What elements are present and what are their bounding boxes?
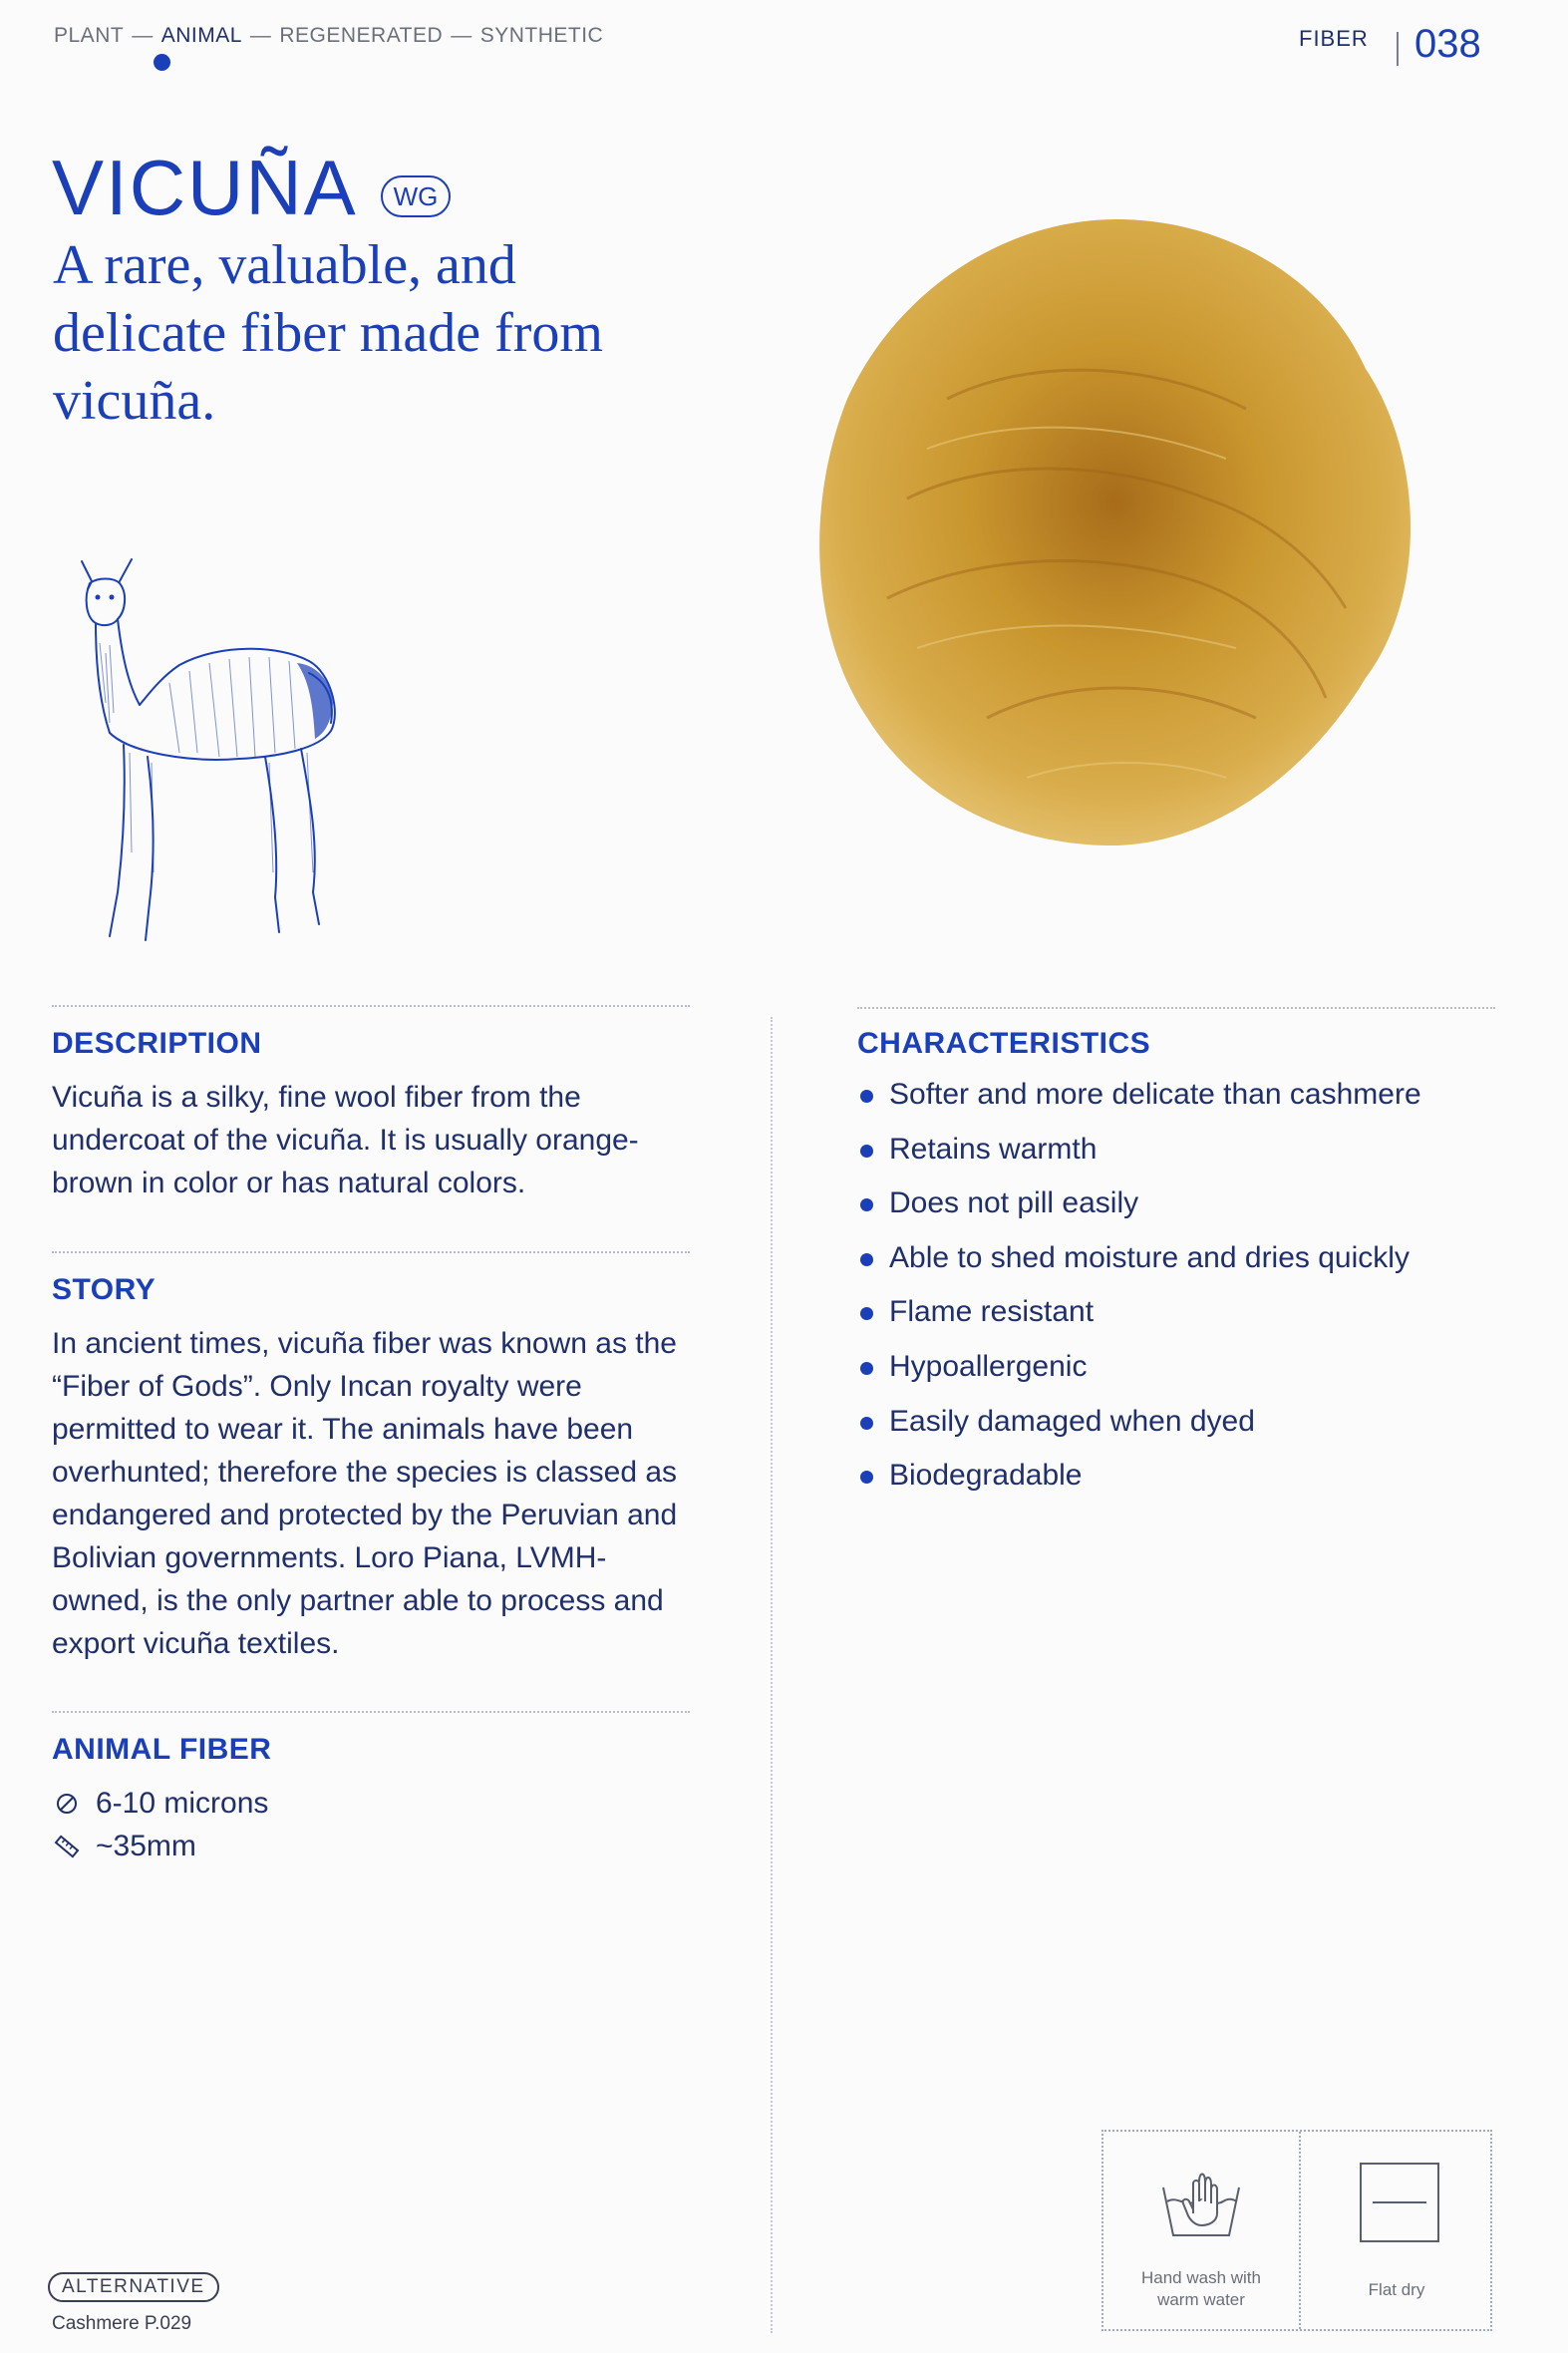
hand-wash-label-line1: Hand wash with	[1140, 2268, 1261, 2287]
active-category-dot-icon	[154, 54, 170, 71]
list-item: Softer and more delicate than cashmere	[857, 1077, 1421, 1113]
divider-top-left	[52, 1005, 690, 1007]
list-item: Easily damaged when dyed	[857, 1404, 1421, 1440]
hand-wash-label-line2: warm water	[1157, 2290, 1245, 2309]
wg-badge: WG	[381, 175, 451, 217]
column-divider	[771, 1017, 773, 2333]
ruler-icon	[52, 1832, 82, 1861]
category-nav	[54, 24, 603, 48]
description-text: Vicuña is a silky, fine wool fiber from the undercoat of the vicuña. It is usually orange-brown in color or has natural colors.	[52, 1081, 639, 1199]
vicuna-fiber-photo-icon	[787, 199, 1445, 877]
fiber-length-value: ~35mm	[96, 1830, 196, 1862]
fiber-length	[52, 1830, 196, 1863]
page-title: VICUÑA	[52, 144, 358, 231]
story-text: In ancient times, vicuña fiber was known as the “Fiber of Gods”. Only Incan royalty were permitted to wear it. The animals have been overhunted; therefore the species is classed as endangered and protected by the Peruvian and Bolivian governments. Loro Piana, LVMH-owned, is the only partner able to process and export vicuña textiles.	[52, 1327, 678, 1660]
animal-fiber-heading: ANIMAL FIBER	[52, 1733, 272, 1766]
hand-wash-label	[1103, 2267, 1299, 2311]
page-subtitle: A rare, valuable, and delicate fiber made from vicuña.	[53, 234, 603, 432]
divider-top-right	[857, 1007, 1495, 1009]
fiber-diameter	[52, 1787, 268, 1821]
hand-wash-icon	[1159, 2162, 1243, 2241]
flat-dry-label: Flat dry	[1368, 2280, 1425, 2299]
category-synthetic[interactable]: SYNTHETIC	[479, 24, 604, 47]
fiber-diameter-value: 6-10 microns	[96, 1787, 269, 1820]
divider-story	[52, 1251, 690, 1253]
category-separator: —	[132, 24, 154, 47]
care-instructions	[1101, 2130, 1492, 2331]
vicuna-illustration-icon	[70, 553, 379, 952]
category-regenerated[interactable]: REGENERATED	[279, 24, 444, 47]
description-heading: DESCRIPTION	[52, 1027, 262, 1060]
alternative-badge: ALTERNATIVE	[48, 2272, 219, 2302]
category-animal[interactable]	[161, 24, 242, 48]
list-item: Retains warmth	[857, 1132, 1421, 1168]
list-item: Hypoallergenic	[857, 1349, 1421, 1385]
category-animal-label: ANIMAL	[160, 24, 242, 47]
story-heading: STORY	[52, 1273, 157, 1306]
diameter-icon	[52, 1789, 82, 1819]
category-separator: —	[249, 24, 272, 47]
page-number-divider	[1397, 32, 1399, 66]
category-separator: —	[451, 24, 472, 47]
flat-dry-icon	[1359, 2162, 1440, 2243]
category-plant[interactable]: PLANT	[54, 24, 125, 47]
list-item: Biodegradable	[857, 1458, 1421, 1494]
list-item: Flame resistant	[857, 1294, 1421, 1330]
divider-animal-fiber	[52, 1711, 690, 1713]
characteristics-heading: CHARACTERISTICS	[857, 1027, 1151, 1060]
page-number: 038	[1414, 22, 1481, 66]
alternative-reference-link[interactable]: Cashmere P.029	[52, 2313, 192, 2334]
characteristics-list	[857, 1077, 1421, 1513]
list-item: Able to shed moisture and dries quickly	[857, 1240, 1421, 1276]
list-item: Does not pill easily	[857, 1185, 1421, 1221]
section-label: FIBER	[1299, 26, 1369, 51]
